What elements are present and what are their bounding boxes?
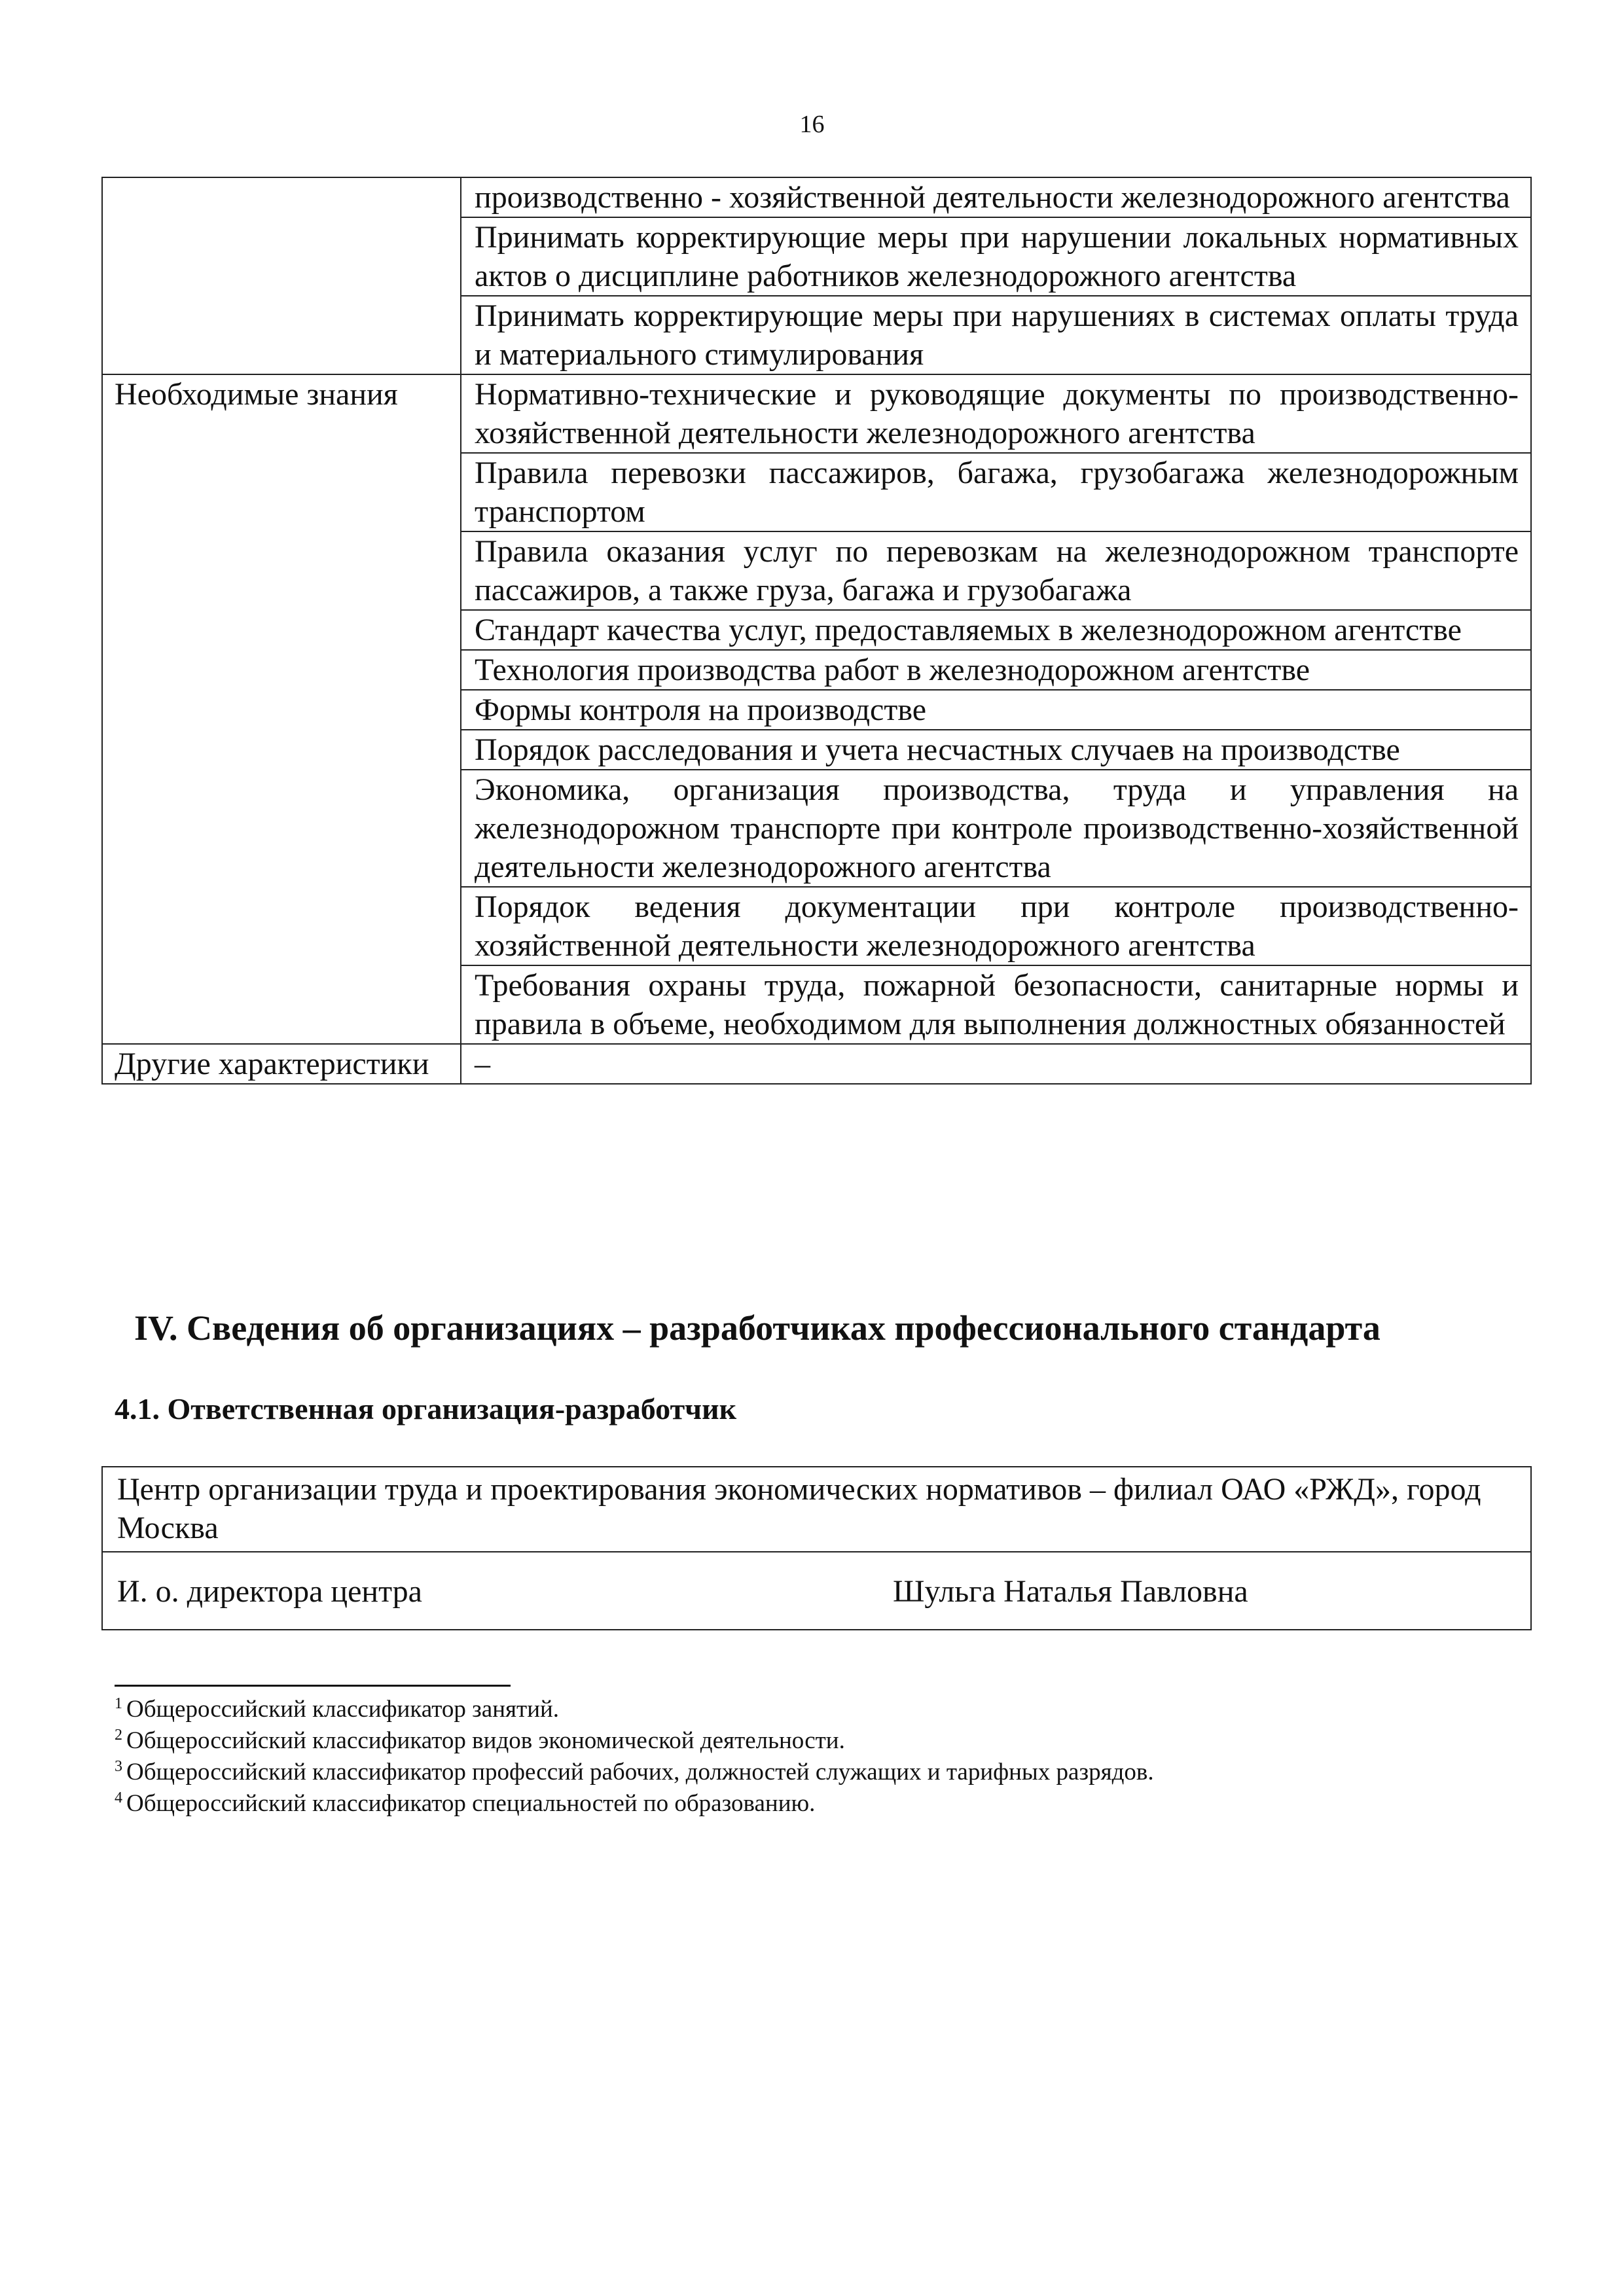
table-row xyxy=(102,650,1531,690)
table-row xyxy=(102,770,1531,887)
skills-label-cell xyxy=(102,217,461,296)
table-row xyxy=(102,453,1531,531)
table-row xyxy=(102,1044,1531,1084)
section-heading: IV. Сведения об организациях – разработчиках профессионального стандарта xyxy=(134,1308,1380,1348)
footnotes xyxy=(115,1694,1522,1820)
page-number: 16 xyxy=(799,111,825,138)
footnote-mark: 3 xyxy=(115,1757,122,1775)
skills-label-cell xyxy=(102,177,461,217)
competency-table xyxy=(101,177,1532,1085)
table-row xyxy=(102,730,1531,770)
knowledge-cell: Правила перевозки пассажиров, багажа, грузобагажа железнодорожным транспортом xyxy=(461,453,1531,531)
organization-table xyxy=(101,1466,1532,1630)
knowledge-cell: Порядок ведения документации при контроле производственно-хозяйственной деятельности железнодорожного агентства xyxy=(461,887,1531,965)
footnote-mark: 2 xyxy=(115,1726,122,1744)
knowledge-cell: Экономика, организация производства, труда и управления на железнодорожном транспорте при контроле производственно-хозяйственной деятельности железнодорожного агентства xyxy=(461,770,1531,887)
table-row xyxy=(102,531,1531,610)
director-cell xyxy=(102,1552,1531,1630)
knowledge-cell: Технология производства работ в железнодорожном агентстве xyxy=(461,650,1531,690)
knowledge-label-cell xyxy=(102,650,461,690)
footnote-text: Общероссийский классификатор занятий. xyxy=(126,1696,560,1723)
knowledge-label-cell xyxy=(102,730,461,770)
knowledge-cell: Порядок расследования и учета несчастных случаев на производстве xyxy=(461,730,1531,770)
organization-name: Центр организации труда и проектирования экономических нормативов – филиал ОАО «РЖД», город Москва xyxy=(102,1467,1531,1552)
skills-cell: производственно - хозяйственной деятельности железнодорожного агентства xyxy=(461,177,1531,217)
footnote-divider xyxy=(115,1685,511,1687)
knowledge-cell: Формы контроля на производстве xyxy=(461,690,1531,730)
director-title: И. о. директора центра xyxy=(117,1574,422,1609)
table-row xyxy=(102,177,1531,217)
footnote-mark: 1 xyxy=(115,1695,122,1712)
knowledge-label-cell xyxy=(102,531,461,610)
table-row xyxy=(102,887,1531,965)
footnote xyxy=(115,1788,1522,1820)
knowledge-cell: Стандарт качества услуг, предоставляемых в железнодорожном агентстве xyxy=(461,610,1531,650)
knowledge-label-cell xyxy=(102,610,461,650)
other-value: – xyxy=(461,1044,1531,1084)
knowledge-cell: Правила оказания услуг по перевозкам на железнодорожном транспорте пассажиров, а также груза, багажа и грузобагажа xyxy=(461,531,1531,610)
director-row xyxy=(117,1572,1516,1611)
knowledge-cell: Требования охраны труда, пожарной безопасности, санитарные нормы и правила в объеме, необходимом для выполнения должностных обязанностей xyxy=(461,965,1531,1044)
footnote-text: Общероссийский классификатор специальностей по образованию. xyxy=(126,1790,816,1817)
knowledge-label-cell xyxy=(102,770,461,887)
footnote-text: Общероссийский классификатор видов экономической деятельности. xyxy=(126,1727,845,1754)
director-name: Шульга Наталья Павловна xyxy=(893,1574,1248,1609)
skills-label-cell xyxy=(102,296,461,374)
knowledge-label-cell xyxy=(102,690,461,730)
knowledge-label-cell xyxy=(102,965,461,1044)
skills-cell: Принимать корректирующие меры при нарушениях в системах оплаты труда и материального стимулирования xyxy=(461,296,1531,374)
table-row xyxy=(102,690,1531,730)
table-row xyxy=(102,965,1531,1044)
knowledge-label-cell xyxy=(102,453,461,531)
table-row xyxy=(102,610,1531,650)
knowledge-cell: Нормативно-технические и руководящие документы по производственно-хозяйственной деятельности железнодорожного агентства xyxy=(461,374,1531,453)
knowledge-label-cell xyxy=(102,887,461,965)
subsection-heading: 4.1. Ответственная организация-разработчик xyxy=(115,1392,737,1426)
table-row xyxy=(102,374,1531,453)
footnote xyxy=(115,1757,1522,1788)
footnote xyxy=(115,1725,1522,1757)
footnote xyxy=(115,1694,1522,1725)
other-label: Другие характеристики xyxy=(102,1044,461,1084)
knowledge-label: Необходимые знания xyxy=(102,374,461,453)
footnote-text: Общероссийский классификатор профессий рабочих, должностей служащих и тарифных разрядов. xyxy=(126,1759,1154,1785)
table-row xyxy=(102,296,1531,374)
skills-cell: Принимать корректирующие меры при нарушении локальных нормативных актов о дисциплине работников железнодорожного агентства xyxy=(461,217,1531,296)
table-row xyxy=(102,217,1531,296)
table-row xyxy=(102,1467,1531,1552)
footnote-mark: 4 xyxy=(115,1789,122,1806)
table-row xyxy=(102,1552,1531,1630)
